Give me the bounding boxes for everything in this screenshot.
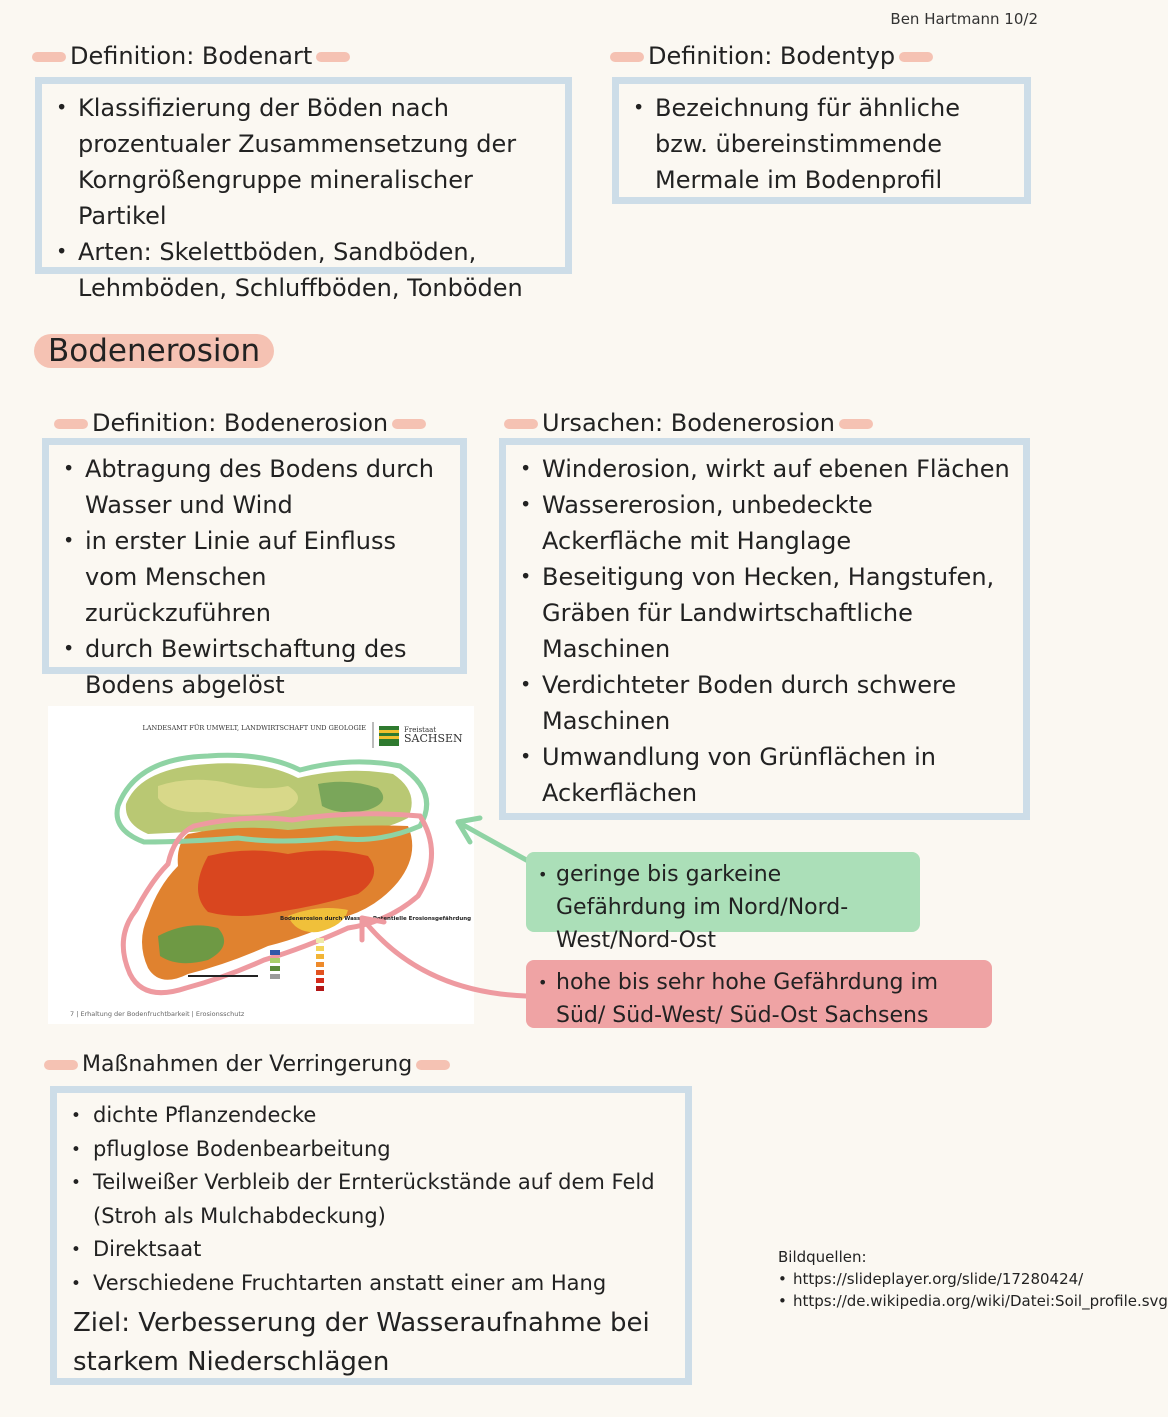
heading-ursachen-text: Ursachen: Bodenerosion (542, 409, 835, 437)
legend-swatch (316, 978, 324, 983)
list-item: • Beseitigung von Hecken, Hangstufen, Gräben für Landwirtschaftliche Maschinen (518, 559, 1011, 667)
heading-massnahmen (40, 1052, 454, 1077)
list-item: • Arten: Skelettböden, Sandböden, Lehmböden, Schluffböden, Tonböden (54, 234, 553, 306)
coat-stripe (379, 736, 399, 739)
highlight-marker (899, 52, 933, 62)
author-label: Ben Hartmann 10/2 (890, 10, 1038, 28)
highlight-marker (416, 1060, 450, 1070)
note-high-risk: • hohe bis sehr hohe Gefährdung im Süd/ Süd-West/ Süd-Ost Sachsens (526, 960, 992, 1028)
legend-swatch (316, 954, 324, 959)
box-bodentyp (612, 77, 1031, 204)
heading-bodenart (28, 42, 354, 70)
heading-bodenart-text: Definition: Bodenart (70, 42, 313, 70)
legend-swatch (316, 970, 324, 975)
source-link[interactable]: • https://slideplayer.org/slide/17280424/ (778, 1268, 1028, 1290)
highlight-marker (392, 419, 426, 429)
box-massnahmen (50, 1086, 692, 1385)
map-state-small: Freistaat (404, 726, 437, 734)
section-title: Bodenerosion (34, 334, 274, 368)
list-item: • Teilweißer Verbleib der Ernterückstände auf dem Feld (Stroh als Mulchabdeckung) (69, 1166, 673, 1233)
legend-swatch (316, 938, 324, 943)
box-bodenart (35, 77, 572, 302)
map-graphic (48, 706, 474, 1024)
list-item: • Abtragung des Bodens durch Wasser und Wind (61, 451, 448, 523)
heading-ursachen (500, 409, 877, 437)
heading-bodentyp-text: Definition: Bodentyp (648, 42, 896, 70)
list-item: • dichte Pflanzendecke (69, 1099, 673, 1133)
legend-swatch (270, 966, 280, 971)
box-ursachen (499, 438, 1030, 820)
heading-massnahmen-text: Maßnahmen der Verringerung (82, 1052, 413, 1077)
legend-swatch (316, 946, 324, 951)
legend-swatch (270, 950, 280, 955)
map-agency: LANDESAMT FÜR UMWELT, LANDWIRTSCHAFT UND GEOLOGIE (142, 724, 366, 732)
list-item: • Wassererosion, unbedeckte Ackerfläche mit Hanglage (518, 487, 1011, 559)
heading-bodentyp (606, 42, 937, 70)
highlight-marker (44, 1060, 78, 1070)
list-item: • durch Bewirtschaftung des Bodens abgelöst (61, 631, 448, 703)
image-sources (778, 1246, 1168, 1312)
erosion-map (48, 706, 474, 1024)
map-footer: 7 | Erhaltung der Bodenfruchtbarkeit | Erosionsschutz (70, 1010, 245, 1018)
highlight-marker (610, 52, 644, 62)
highlight-marker (54, 419, 88, 429)
source-link[interactable]: • https://de.wikipedia.org/wiki/Datei:Soil_profile.svg (778, 1290, 1028, 1312)
list-item: • Bezeichnung für ähnliche bzw. übereinstimmende Mermale im Bodenprofil (631, 90, 1012, 198)
box-def-erosion (42, 438, 467, 699)
list-item: • Umwandlung von Grünflächen in Ackerflächen (518, 739, 1011, 811)
legend-swatch (270, 958, 280, 963)
list-item: • pflugIose Bodenbearbeitung (69, 1133, 673, 1167)
heading-def-erosion (50, 409, 430, 437)
map-legend-title: Bodenerosion durch Wasser - Potentielle Erosionsgefährdung (280, 916, 472, 922)
legend-swatch (270, 974, 280, 979)
list-item: • Verdichteter Boden durch schwere Maschinen (518, 667, 1011, 739)
coat-stripe (379, 730, 399, 733)
list-item: • Winderosion, wirkt auf ebenen Flächen (518, 451, 1011, 487)
sources-title: Bildquellen: (778, 1248, 867, 1266)
legend-swatch (316, 986, 324, 991)
list-item: • Verschiedene Fruchtarten anstatt einer am Hang (69, 1267, 673, 1301)
highlight-marker (316, 52, 350, 62)
list-item: • Klassifizierung der Böden nach prozentualer Zusammensetzung der Korngrößengruppe mineralischer Partikel (54, 90, 553, 234)
heading-def-erosion-text: Definition: Bodenerosion (92, 409, 389, 437)
list-item: • Direktsaat (69, 1233, 673, 1267)
note-low-risk: • geringe bis garkeine Gefährdung im Nord/Nord-West/Nord-Ost (526, 852, 920, 932)
map-state: SACHSEN (404, 732, 463, 745)
highlight-marker (839, 419, 873, 429)
highlight-marker (32, 52, 66, 62)
legend-swatch (316, 962, 324, 967)
list-item: • in erster Linie auf Einfluss vom Menschen zurückzuführen (61, 523, 448, 631)
goal-statement: Ziel: Verbesserung der Wasseraufnahme bei starkem Niederschlägen (73, 1308, 650, 1377)
highlight-marker (504, 419, 538, 429)
